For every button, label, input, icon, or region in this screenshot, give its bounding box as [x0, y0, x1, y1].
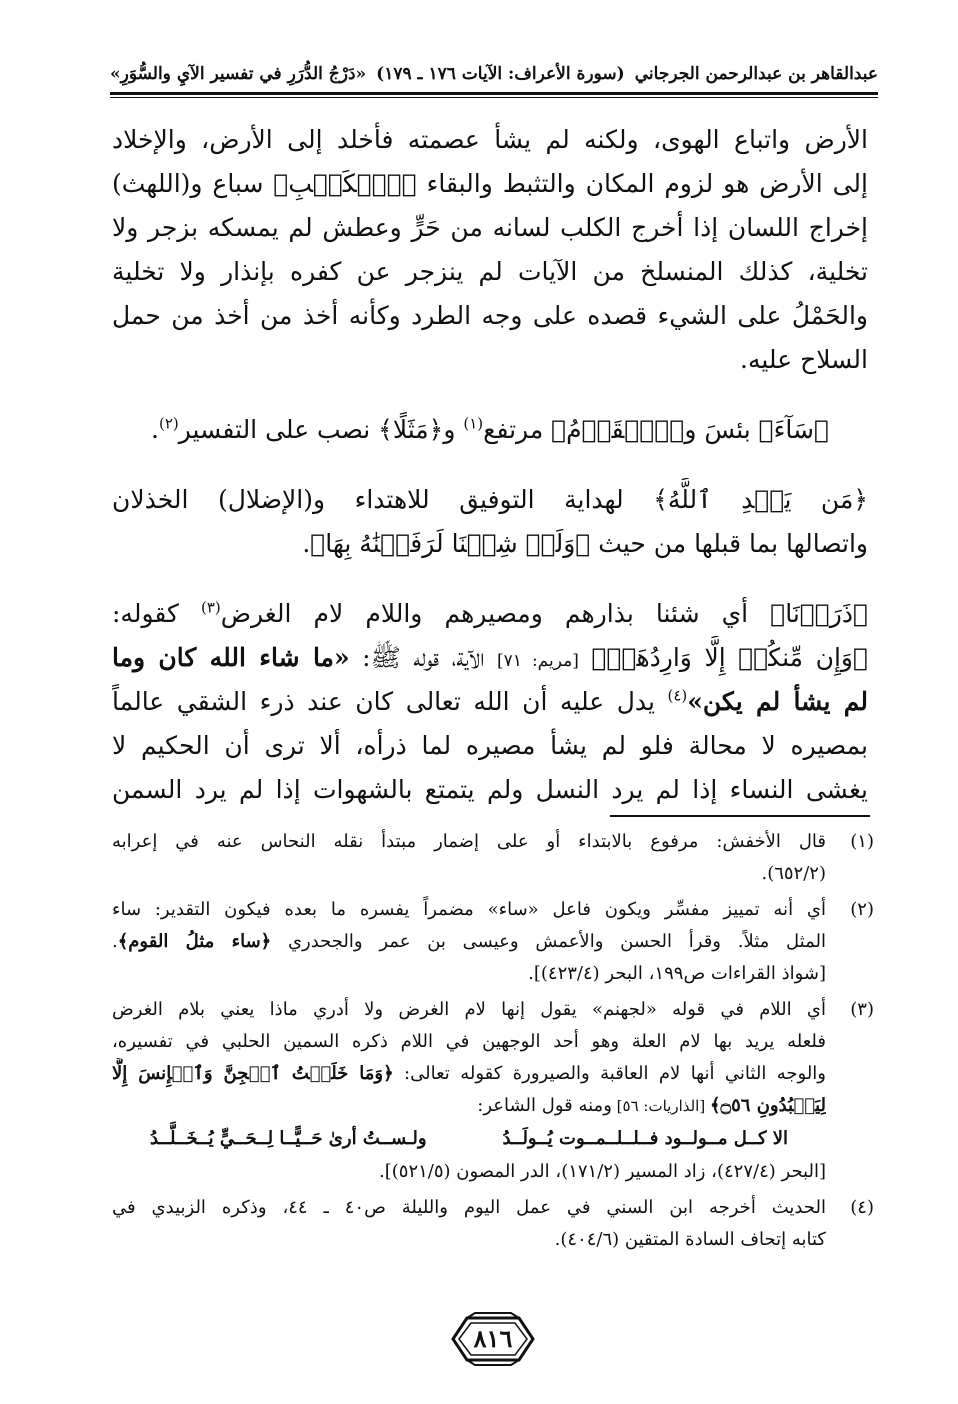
header-author: عبدالقاهر بن عبدالرحمن الجرجاني	[634, 64, 878, 84]
footnote-number: (٤)	[850, 1197, 874, 1218]
paragraph-saa	[112, 408, 868, 452]
footnote-line	[112, 926, 826, 958]
footnote-line: [شواذ القراءات ص١٩٩، البحر (٤٢٣/٤)].	[528, 963, 826, 984]
footnote-separator	[610, 815, 870, 817]
header-rule	[110, 92, 878, 95]
text-line: تخلية، كذلك المنسلخ من الآيات لم ينزجر عن كفره بإنذار ولا تخلية	[112, 257, 868, 286]
text-span: ﴿ذَرَأۡنَا﴾ أي شئنا بذارهم ومصيرهم واللام لام الغرض	[220, 599, 868, 628]
footnotes	[112, 826, 874, 1256]
hadith-quote: لم يشأ لم يكن»	[687, 687, 868, 716]
running-header	[110, 58, 878, 90]
verse-hemistich: الا كــل مــولــود فــلــلــمــوت يُــولَــدُ	[502, 1128, 789, 1149]
header-book-title: «دَرْجُ الدُّرَرِ في تفسير الآيِ والسُّوَرِ»	[110, 64, 367, 84]
text-line: ﴿مَن يَهۡدِ ٱللَّهُ﴾ لهداية التوفيق للاهتداء و(الإضلال) الخذلان	[112, 485, 868, 514]
header-surah: (سورة الأعراف: الآيات ١٧٦ ـ ١٧٩)	[376, 64, 625, 84]
footnote-number: (١)	[850, 831, 874, 852]
footnote-ref: (٣)	[201, 598, 221, 617]
text-span: ﴿سَآءَ﴾ بئسَ و﴿ٱلۡقَوۡمُ﴾ مرتفع	[483, 415, 829, 444]
footnote-1	[112, 826, 874, 890]
text-span: المثل مثلاً. وقرأ الحسن والأعمش وعيسى بن عمر والجحدري	[271, 931, 826, 952]
main-text	[112, 118, 868, 812]
text-line	[112, 592, 868, 636]
footnote-4	[112, 1192, 874, 1256]
text-line: واتصالها بما قبلها من حيث ﴿وَلَوۡ شِئۡنَا لَرَفَعۡنَٰهُ بِهَا﴾.	[302, 529, 868, 558]
footnote-line: (٦٥٢/٢).	[761, 863, 826, 884]
page-number-ornament	[445, 1312, 541, 1366]
footnote-line: فلعله يريد بها لام العلة وهو أحد الوجهين في اللام ذكره السمين الحلبي في تفسيره،	[112, 1031, 826, 1052]
text-line: والحَمْلُ على الشيء قصده على وجه الطرد وكأنه أخذ من أخذ من حمل	[112, 301, 868, 330]
page-number: ٨١٦	[473, 1324, 513, 1353]
text-line	[112, 680, 868, 724]
header-rule-thin	[110, 97, 878, 98]
text-line: يغشى النساء إذا لم يرد النسل ولم يتمتع بالشهوات إذا لم يرد السمن	[112, 775, 868, 804]
text-line: إخراج اللسان إذا أخرج الكلب لسانه من حَرٍّ وعطش لم يمسكه بزجر ولا	[112, 213, 868, 242]
footnote-ref: (١)	[463, 414, 484, 433]
footnote-line: [البحر (٤٢٧/٤)، زاد المسير (١٧١/٢)، الدر المصون (٥٢١/٥)].	[379, 1161, 826, 1182]
footnote-line: قال الأخفش: مرفوع بالابتداء أو على إضمار مبتدأ نقله النحاس عنه في إعرابه	[112, 831, 826, 852]
text-span: الآية، قوله ﷺ:	[349, 643, 497, 672]
footnote-line	[112, 1090, 826, 1122]
text-line: إلى الأرض هو لزوم المكان والتثبط والبقاء ﴿ٱلۡكَلۡبِ﴾ سباع و(اللهث)	[112, 169, 868, 198]
text-span: و﴿مَثَلًا﴾ نصب على التفسير	[178, 415, 464, 444]
text-span: والوجه الثاني أنها لام العاقبة والصيرورة كقوله تعالى:	[393, 1063, 826, 1084]
quran-quote: ﴿وَإِن مِّنكُمۡ إِلَّا وَارِدُهَاۚ﴾	[578, 643, 868, 672]
text-span: ومنه قول الشاعر:	[477, 1095, 612, 1116]
footnote-number: (٢)	[850, 899, 874, 920]
footnote-line: الحديث أخرجه ابن السني في عمل اليوم والليلة ص٤٠ ـ ٤٤، وذكره الزبيدي في	[112, 1197, 826, 1218]
text-line	[112, 636, 868, 680]
footnote-line: أي أنه تمييز مفسِّر ويكون فاعل «ساء» مضمراً يفسره ما بعده فيكون التقدير: ساء	[112, 899, 826, 920]
text-line: السلاح عليه.	[740, 345, 868, 374]
quran-quote: ﴿وَمَا خَلَقۡتُ ٱلۡجِنَّ وَٱلۡإِنسَ إِلَّا	[112, 1063, 394, 1084]
footnote-2	[112, 894, 874, 990]
quran-reading: ﴿ساء مثلُ القوم﴾	[117, 931, 272, 952]
verse-reference: [مريم: ٧١]	[496, 651, 579, 671]
footnote-ref: (٢)	[158, 414, 179, 433]
quran-quote: لِيَعۡبُدُونِ ۝٥٦﴾	[709, 1095, 826, 1116]
footnote-line: كتابه إتحاف السادة المتقين (٤٠٤/٦).	[554, 1229, 826, 1250]
footnote-ref: (٤)	[667, 686, 688, 705]
footnote-3	[112, 994, 874, 1188]
text-line: الأرض واتباع الهوى، ولكنه لم يشأ عصمته فأخلد إلى الأرض، والإخلاد	[112, 125, 868, 154]
hadith-quote: «ما شاء الله كان وما	[112, 643, 350, 672]
text-span: .	[151, 415, 159, 444]
verse-hemistich: ولـســتُ أرىٰ حَــيًّــا لِــحَــيٍّ يُــخَــلَّــدُ	[149, 1128, 427, 1149]
text-span: .	[112, 931, 118, 952]
text-span: يدل عليه أن الله تعالى كان عند ذرء الشقي عالماً	[112, 687, 668, 716]
poetry-verse	[112, 1122, 826, 1156]
verse-reference: [الذاريات: ٥٦]	[611, 1097, 710, 1115]
footnote-number: (٣)	[850, 999, 874, 1020]
footnote-line	[112, 1058, 826, 1090]
text-span: كقوله:	[112, 599, 201, 628]
footnote-line: أي اللام في قوله «لجهنم» يقول إنها لام الغرض ولا أدري ماذا يعني بلام الغرض	[112, 999, 826, 1020]
text-line: بمصيره لا محالة فلو لم يشأ مصيره لما ذرأه، ألا ترى أن الحكيم لا	[112, 731, 868, 760]
